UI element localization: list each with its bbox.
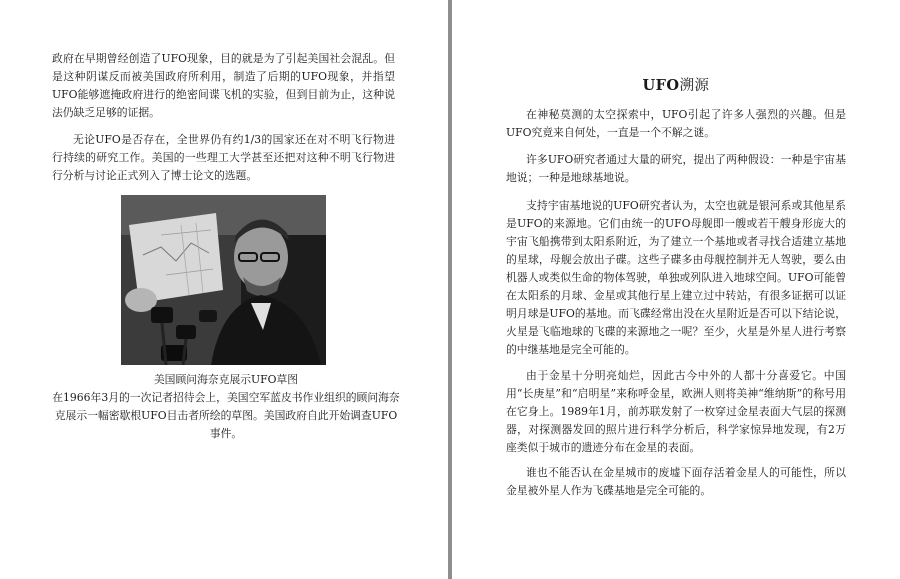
right-page: [452, 0, 900, 579]
paragraph: 支持宇宙基地说的UFO研究者认为，太空也就是银河系或其他星系是UFO的来源地。它们由统一的UFO母舰即一艘或若干艘身形庞大的宇宙飞船携带到太阳系附近，为了建立一个基地或者寻找合适建立基地的星球，母舰会放出子碟。这些子碟多由母舰控制并无人驾驶，要么由机器人或类似生命的物体驾驶，单独或列队进入地球空间。UFO可能曾在太阳系的月球、金星或其他行星上建立过中转站，有很多证据可以证明月球是UFO的基地。而飞碟经常出没在火星附近是否可以下结论说，火星是飞临地球的飞碟的来源地之一呢？至少，火星是外星人进行考察的中继基地是完全可能的。: [506, 199, 846, 356]
title-cn: 溯源: [679, 78, 710, 94]
paragraph: 政府在早期曾经创造了UFO现象，目的就是为了引起美国社会混乱。但是这种阴谋反而被美国政府所利用，制造了后期的UFO现象，并指望UFO能够遮掩政府进行的绝密间谍飞机的实验，但到目前为止，这种说法仍缺乏足够的证据。: [52, 52, 395, 119]
photo-description: 在1966年3月的一次记者招待会上，美国空军蓝皮书作业组织的顾问海奈克展示一幅密歇根UFO目击者所绘的草图。美国政府自此开始调查UFO事件。: [52, 391, 400, 440]
paragraph: 在神秘莫测的太空探索中，UFO引起了许多人强烈的兴趣。但是UFO究竟来自何处，一直是一个不解之谜。: [506, 108, 846, 139]
paragraph: 无论UFO是否存在，全世界仍有约1/3的国家还在对不明飞行物进行持续的研究工作。美国的一些理工大学甚至还把对这种不明飞行物进行分析与讨论正式列入了博士论文的选题。: [52, 133, 395, 182]
chapter-title: [452, 74, 900, 95]
left-page: [0, 0, 448, 579]
paragraph: 由于金星十分明亮灿烂，因此古今中外的人都十分喜爱它。中国用“长庚星”和“启明星”来称呼金星，欧洲人则将美神“维纳斯”的称号用在它身上。1989年1月，前苏联发射了一枚穿过金星表面大气层的探测器，对探测器发回的照片进行科学分析后，科学家惊异地发现，有2万座类似于城市的遗迹分布在金星的表面。: [506, 369, 846, 454]
title-latin: UFO: [642, 77, 680, 94]
paragraph: 许多UFO研究者通过大量的研究，提出了两种假设：一种是宇宙基地说；一种是地球基地说。: [506, 153, 846, 184]
photo-caption: 美国顾问海奈克展示UFO草图: [153, 373, 299, 386]
paragraph: 谁也不能否认在金星城市的废墟下面存活着金星人的可能性，所以金星被外星人作为飞碟基地是完全可能的。: [506, 466, 846, 497]
photo-man-with-ufo-sketch: [121, 195, 326, 365]
